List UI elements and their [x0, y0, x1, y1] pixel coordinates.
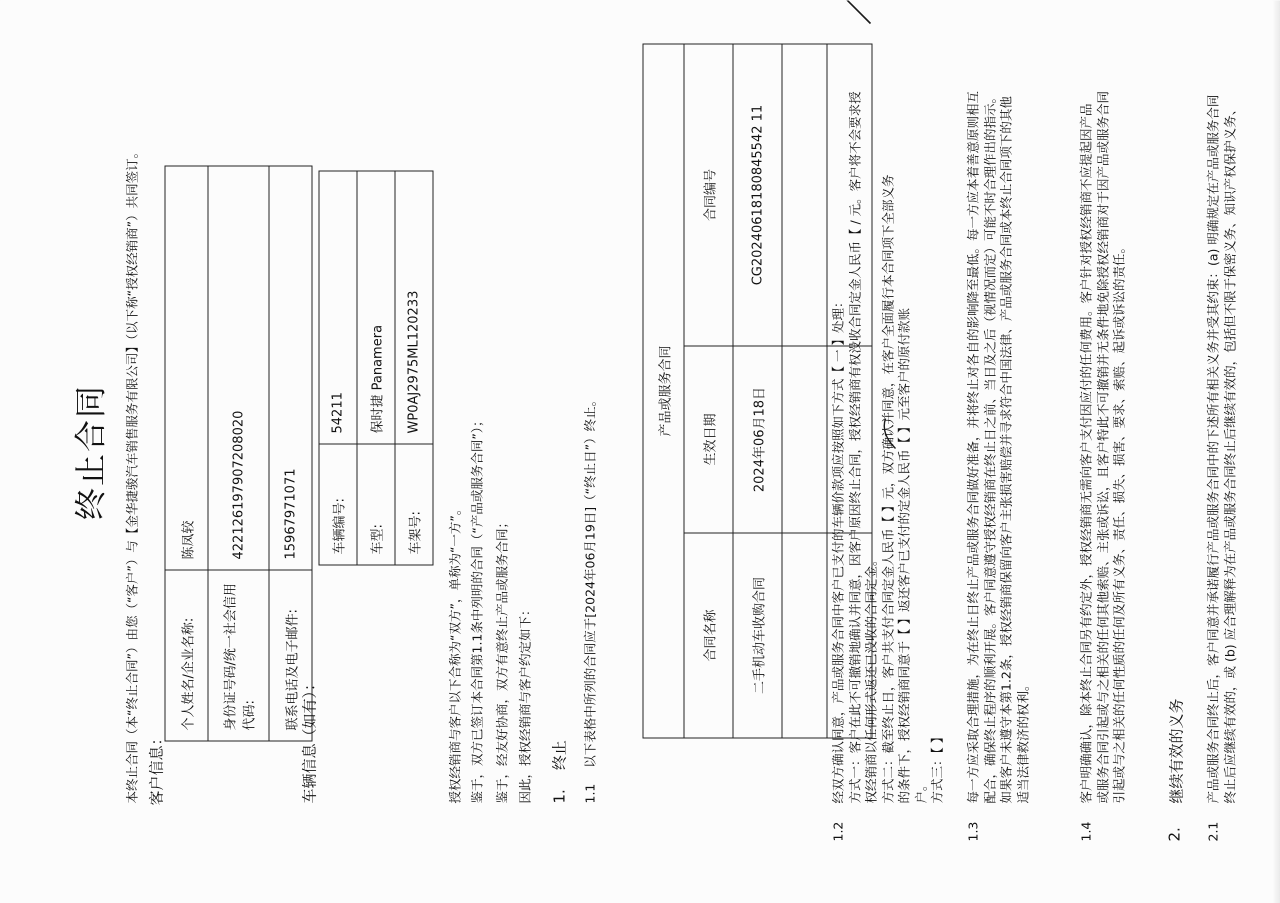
table-row	[208, 166, 269, 741]
vin-value: WP0AJ2975ML120233	[395, 171, 433, 444]
recital-parties: 授权经销商与客户以下合称为“双方”，单称为“一方”。	[447, 502, 462, 803]
contract-name-cell: 二手机动车收购合同	[733, 532, 782, 737]
table-row	[269, 166, 312, 741]
contract-number-cell: CG20240618180845542 11	[733, 44, 782, 346]
empty-cell	[782, 532, 827, 737]
customer-contact-value: 15967971071	[269, 166, 312, 570]
table-caption-row	[643, 44, 684, 738]
effective-date-cell: 2024年06月18日	[733, 346, 782, 533]
customer-id-value: 422126197907208020	[208, 166, 269, 570]
section-2-heading: 继续有效的义务	[1167, 697, 1185, 803]
customer-contact-label: 联系电话及电子邮件:	[269, 570, 312, 741]
clause-line: 经双方确认同意，产品或服务合同中客户已支付的车辆价款项应按照如下方式【 一 】处理：	[830, 295, 845, 803]
customer-name-label: 个人姓名/企业名称:	[165, 570, 208, 741]
clause-line: 如果客户未遵守本第1.2条，授权经销商保留向客户主张损害赔偿并寻求符合中国法律、产品或服务合同或本终止合同项下的其他	[998, 95, 1013, 803]
section-1-heading	[548, 740, 569, 803]
section-1-title: 终止	[550, 739, 568, 770]
clause-line: 产品或服务合同终止后，客户同意并承诺履行产品或服务合同中的下述所有相关义务并受其约束：(a) 明确规定在产品或服务合同	[1205, 94, 1220, 803]
clause-line: 终止后应继续有效的，或 (b) 应合理解释为在产品或服务合同终止后继续有效的，包括但不限于保密义务、知识产权保护义务、	[1221, 102, 1237, 803]
scan-edge-shadow	[1272, 0, 1280, 903]
clause-line: 适当法律救济的权利。	[1014, 677, 1030, 803]
clause-line: 户。	[912, 777, 928, 803]
clause-1-1-text: 以下表格中所列的合同应于[2024年06月19日]（“终止日”）终止。	[582, 393, 597, 768]
vehicle-number-label: 车辆编号:	[319, 444, 357, 565]
customer-name-value: 陈凤较	[165, 166, 208, 570]
table-row	[733, 44, 782, 738]
clause-line: 或服务合同引起或与之相关的任何其他索赔、主张或诉讼，且客户特此不可撤销并无条件地免除授权经销商对于因产品或服务合同	[1094, 90, 1110, 803]
empty-cell	[782, 346, 827, 533]
clause-line: 配合，确保终止程序的顺利开展。客户同意遵守授权经销商在终止日之前、当日及之后（视情况而定）可能不时合理作出的指示。	[981, 90, 997, 803]
clause-line: 引起或与之相关的任何性质的任何及所有义务、责任、损失、损害、要求、索赔、起诉或诉讼的责任。	[1111, 240, 1126, 803]
vin-label: 车架号:	[395, 444, 433, 565]
clause-1-2-number: 1.2	[830, 821, 845, 841]
vehicle-number-value: 54211	[319, 171, 357, 444]
column-header-contract-name: 合同名称	[684, 532, 733, 737]
contract-table-caption: 产品或服务合同	[643, 44, 684, 738]
column-header-contract-number: 合同编号	[684, 44, 733, 346]
clause-line: 客户明确确认，除本终止合同另有约定外，授权经销商无需向客户支付因应付的任何费用。客户针对授权经销商不应提起因产品	[1078, 102, 1093, 803]
column-header-effective-date: 生效日期	[684, 346, 733, 533]
clause-1-3	[965, 13, 1031, 803]
vehicle-model-label: 车型:	[357, 444, 395, 565]
table-header-row	[684, 44, 733, 738]
customer-info-heading: 客户信息：	[147, 729, 165, 805]
clause-2-1	[1205, 13, 1238, 803]
table-row	[395, 171, 433, 565]
recital-therefore: 因此，授权经销商与客户约定如下：	[517, 602, 532, 803]
table-row	[319, 171, 357, 565]
clause-1-4	[1078, 13, 1128, 803]
section-1-number: 1.	[550, 788, 568, 803]
clause-1-1	[580, 393, 598, 803]
table-row	[357, 171, 395, 565]
clause-2-1-number: 2.1	[1205, 821, 1220, 841]
clause-1-3-number: 1.3	[965, 821, 980, 841]
clause-1-4-number: 1.4	[1078, 821, 1093, 841]
table-row-empty	[782, 44, 827, 738]
document-title: 终止合同	[71, 383, 109, 520]
clause-line: 方式三：【 】	[929, 730, 944, 803]
clause-line: 的条件下，授权经销商同意于【 】返还客户已支付的定金人民币【 】元至客户的原付款账	[896, 307, 911, 803]
clause-1-2	[830, 13, 946, 803]
vehicle-info-heading: 车辆信息（如有）：	[300, 675, 318, 803]
vehicle-info-table	[318, 170, 433, 565]
clause-line: 方式一：客户在此不可撤销地确认并同意，因客户原因终止合同，授权经销商有权没收合同定金人民币【 / 元。客户将不会要求授	[846, 90, 862, 803]
recital-whereas-2: 鉴于，经友好协商，双方有意终止产品或服务合同；	[494, 515, 509, 803]
intro-text: 本终止合同（本“终止合同”）由您（“客户”）与【金华捷骏汽车销售服务有限公司】（以下称“授权经销商”）共同签订。	[124, 145, 139, 803]
clause-1-1-number: 1.1	[582, 783, 597, 803]
vehicle-model-value: 保时捷 Panamera	[357, 171, 395, 444]
section-2-number: 2.	[1165, 826, 1183, 841]
recital-whereas-1: 鉴于，双方已签订本合同第1.1条中列明的合同（“产品或服务合同”）；	[469, 413, 484, 803]
customer-id-label: 身份证号码/统一社会信用代码:	[208, 570, 269, 741]
table-row	[165, 166, 208, 741]
clause-line: 权经销商以任何形式返还已没收的合同定金。	[863, 552, 878, 803]
clause-line: 每一方应采取合理措施，为在终止日终止产品或服务合同做好准备，并将终止对各自的影响降至最低。每一方应本着善意原则相互	[965, 90, 980, 803]
clause-line: 方式二：截至终止日，客户共支付合同定金人民币【 】元，双方确认并同意，在客户全面履行本合同项下全部义务	[879, 174, 895, 803]
customer-info-table	[164, 165, 312, 741]
empty-cell	[782, 44, 827, 346]
